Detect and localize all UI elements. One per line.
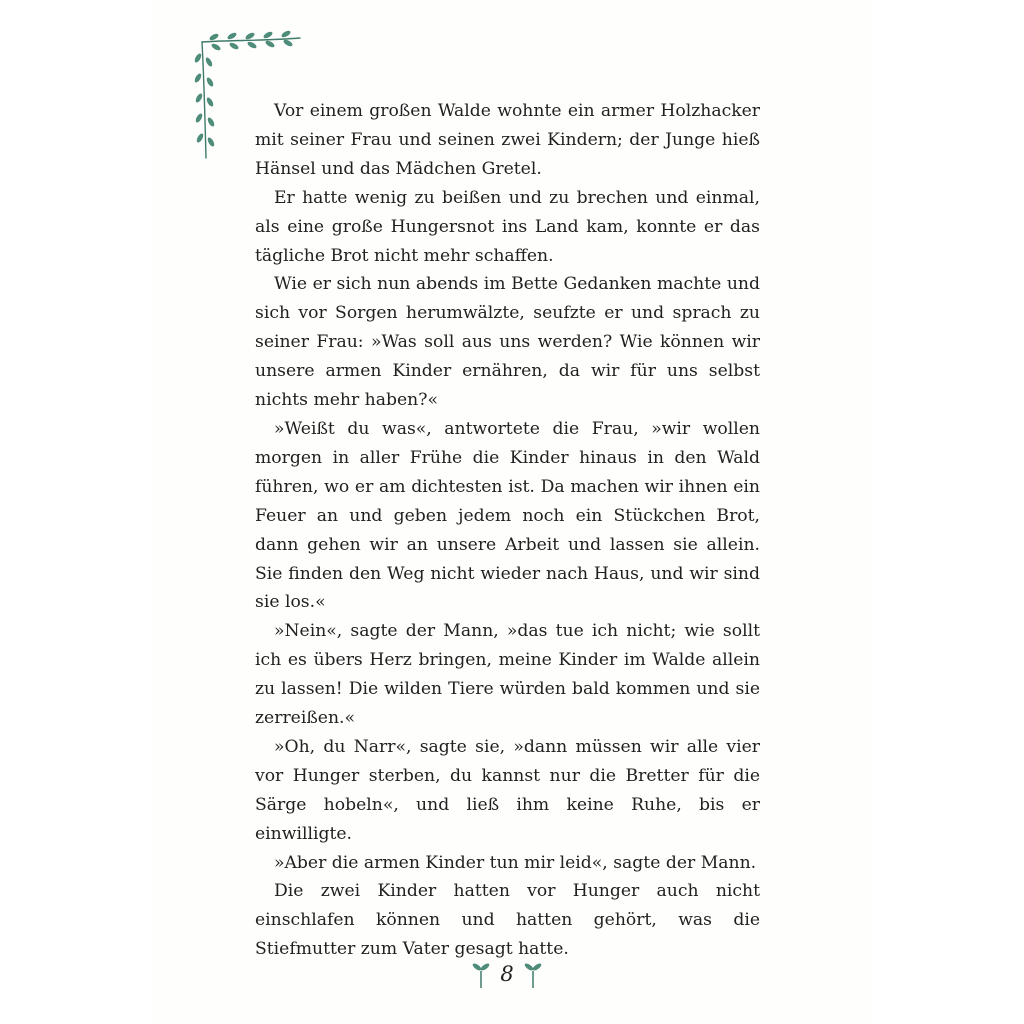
paragraph: »Oh, du Narr«, sagte sie, »dann müssen wir alle vier vor Hunger sterben, du kannst nur die Bretter für die Särge hobeln«, und ließ ihm keine Ruhe, bis er einwilligte.: [255, 736, 760, 844]
paragraph: »Aber die armen Kinder tun mir leid«, sagte der Mann.: [274, 852, 757, 873]
page-footer: [462, 952, 552, 996]
page-number: 8: [500, 961, 514, 986]
paragraph: Die zwei Kinder hatten vor Hunger auch nicht einschlafen können und hatten gehört, was die Stiefmutter zum Vater gesagt hatte.: [255, 881, 760, 960]
paragraph: »Nein«, sagte der Mann, »das tue ich nicht; wie sollt ich es übers Herz bringen, meine Kinder im Walde allein zu lassen! Die wilden Tiere würden bald kommen und sie zerreißen.«: [255, 621, 760, 729]
paragraph: Er hatte wenig zu beißen und zu brechen und einmal, als eine große Hungersnot ins Land kam, konnte er das tägliche Brot nicht mehr schaffen.: [255, 187, 760, 266]
paragraph: Wie er sich nun abends im Bette Gedanken machte und sich vor Sorgen herumwälzte, seufzte er und sprach zu seiner Frau: »Was soll aus uns werden? Wie können wir unsere armen Kinder ernähren, da wir für uns selbst nichts mehr haben?«: [255, 274, 760, 411]
paragraph: »Weißt du was«, antwortete die Frau, »wir wollen morgen in aller Frühe die Kinder hinaus in den Wald führen, wo er am dichtesten ist. Da machen wir ihnen ein Feuer an und geben jedem noch ein Stückchen Brot, dann gehen wir an unsere Arbeit und lassen sie allein. Sie finden den Weg nicht wieder nach Haus, und wir sind sie los.«: [255, 418, 760, 613]
paragraph: Vor einem großen Walde wohnte ein armer Holzhacker mit seiner Frau und seinen zwei Kindern; der Junge hieß Hänsel und das Mädchen Gretel.: [255, 101, 760, 179]
sprout-left-icon: [472, 959, 490, 989]
body-text: [255, 97, 760, 964]
sprout-right-icon: [524, 959, 542, 989]
